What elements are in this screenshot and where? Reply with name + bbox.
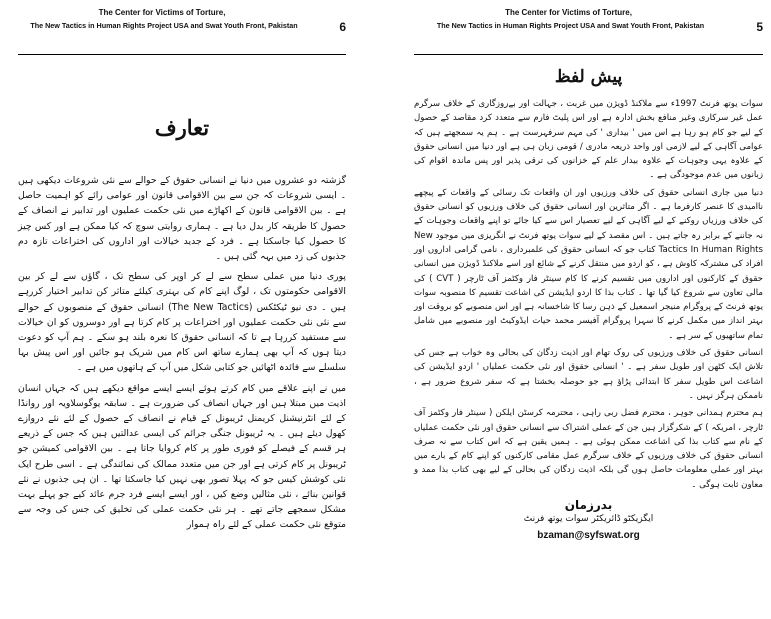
page-header xyxy=(414,8,763,55)
page-title: پیش لفظ xyxy=(554,67,623,87)
page-header xyxy=(18,8,346,55)
right-page xyxy=(392,0,771,619)
page-title: تعارف xyxy=(154,115,210,140)
header-organization: The Center for Victims of Torture, xyxy=(98,8,226,17)
left-page xyxy=(0,0,356,619)
contact-email: bzaman@syfswat.org xyxy=(537,530,640,542)
page-number: 6 xyxy=(339,20,346,34)
signature-block xyxy=(414,498,763,541)
body-paragraph: میں نے اپنے علاقے میں کام کرتے ہوئے ایسے ایسے مواقع دیکھے ہیں کہ جہاں انسان اذیت میں مبتلا ہیں اور جہاں انصاف کی ضرورت ہے ۔ سابقہ یوگوسلاویہ اور روانڈا کے لئے انٹرنیشنل کریمنل ٹریبونل کے قیام نے انصاف کے حصول کے لئے نئے دروازے کھول دیئے ہیں ۔ یہ ٹریبونل جنگی جرائم کی ایسی عدالتیں ہیں کہ جس کے ذریعے ہر قسم کے فیصلے کو فوری طور پر کام کروایا جاتا ہے ۔ بین الاقوامی کمیشن جو ٹریبونل پر کام کرتی ہے اور جن میں متعدد ممالک کی نمائندگی ہے ۔ اسی طرح ایک نئی کوشش کیس جو کہ پہلا تصور بھی نہیں کیا جاسکتا تھا ۔ ان ہی جذبوں نے نئے قوانین بنائے ، نئی مثالیں وضع کیں ، اور ایسے ایسے فرد جرم عائد کیے جو پہلے بہت مشکل سمجھے جاتے تھے ۔ ہر نئی حکمت عملی کی تخلیق کی جس کی وجہ سے متوقع نئی حکمت عملی کے لئے راہ ہموار xyxy=(18,382,346,531)
header-organization: The Center for Victims of Torture, xyxy=(505,8,632,17)
signature-role: ایگزیکٹو ڈائریکٹر سوات یوتھ فرنٹ xyxy=(523,514,654,525)
body-paragraph: ہم محترم ہمدانی جوہر ، محترم فضل ربی راہی ، محترمہ کرسٹن ایلکن ( سینٹر فار وکٹمز آف ٹارچر ، امریکہ ) کے شکرگزار ہیں جن کے عملی اشتراک سے انسانی حقوق اور نئی حکمت عملیاں کے نام سے کتاب بذا کی اشاعت ممکن ہوئی ہے ۔ ہمیں یقین ہے کہ اس کتاب سے نہ صرف انسانی حقوق کی خلاف ورزیوں کے خلاف سرگرم عمل مقامی کارکنوں کو اپنے کام کے بارے میں بہتر اور عملی معلومات حاصل ہوں گی بلکہ اذیت زدگان کی بحالی کے لیے بھی کتاب بذا ممد و معاون ثابت ہوگی ۔ xyxy=(414,408,763,490)
header-project: The New Tactics in Human Rights Project USA and Swat Youth Front, Pakistan xyxy=(30,21,298,30)
body-paragraph: سوات یوتھ فرنٹ 1997ء سے ملاکنڈ ڈویژن میں غربت ، جہالت اور بےروزگاری کے خلاف سرگرم عمل غیر سرکاری وغیر منافع بخش ادارہ ہے اور اس پلیٹ فارم سے متعدد کرد مقاصد کے حصول کے لیے جو کام ہو رہا ہے اس میں ' بیداری ' کی مہم سرفہرست ہے ۔ ہم یہ سمجھتے ہیں کہ عوامی آگاہی کے لیے لازمی اور واحد ذریعہ مادری / قومی زبان ہی ہے اور دنیا میں انسانی حقوق کے علاوہ یہی وجوہات کے علاوہ بیدار علم کے خزانوں کی ترقی پذیر اور پس ماندہ اقوام کی زبانوں میں عدم موجودگی ہے ۔ xyxy=(414,99,763,181)
body-paragraph: پوری دنیا میں عملی سطح سے لے کر اوپر کی سطح تک ، گاؤں سے لے کر بین الاقوامی حکومتوں تک ، لوگ اپنے کام کی بہتری کیلئے متاثر کن تدابیر اختیار کررہے ہیں ۔ دی نیو ٹیکٹکس (The New Tactics) انسانی حقوق کے منصوبوں کے حوالے سے نئی نئی حکمت عملیوں اور اختراعات پر کام کرتا ہے اور دوسروں کو ان خیالات سے مستفید کررہا ہے تا کہ انسانی حقوق کا نعرہ بلند ہو سکے ۔ ہم آپ کو دعوت دیتا ہوں کہ آپ بھی ہمارے ساتھ اس کام میں شریک ہو جائیں اور اس پیش بہا سلسلے سے فائدہ اٹھائیں جو کتابی شکل میں آپ کے ہاتھوں میں ہے ۔ xyxy=(18,271,346,374)
signature-name: بدرزمان xyxy=(564,498,613,513)
body-paragraph: گزشتہ دو عشروں میں دنیا نے انسانی حقوق کے حوالے سے نئی شروعات دیکھی ہیں ۔ ایسی شروعات کہ جن سے بین الاقوامی قانون اور عوامی رائے کو اہمیت حاصل ہے ۔ بین الاقوامی قانون کے اکھاڑے میں نئی حکمت عملیوں اور تدابیر نے انصاف کے حصول کا طریقہ کار بدل دیا ہے ۔ ہماری روایتی سوچ کہ کیا ممکن ہے اور کس چیز کا حصول کیا جاسکتا ہے ۔ فرد کے جدید خیالات اور اداروں کی اختراعات تازہ دم جذبوں کی زد میں بہہ گئی ہیں ۔ xyxy=(18,175,346,263)
body-paragraph: دنیا میں جاری انسانی حقوق کی خلاف ورزیوں اور ان واقعات تک رسائی کے واقعات کے پیچھے ناامیدی کا عنصر کارفرما ہے ۔ اگر متاثرین اور انسانی حقوق کی خلاف ورزیوں کو انسانی حقوق کی خلاف ورزیاں روکنے کے لیے آگاہی کے لیے تعصیار اس سے کیا جائے تو اپنے واقعات وجوہات کے نہ جاننے کے برابر رہ جاتے ہیں ۔ اس مقصد کے لیے سوات یوتھ فرنٹ نے انگریزی میں موجود New Tactics In Human Rights کتاب جو کہ انسانی حقوق کی علمبرداری ، نامی گرامی اداروں اور افراد کی مشترکہ کاوش ہے ، کو اردو میں منتقل کرنے کے شائع اور اسے ملاکنڈ ڈویژن میں انسانی حقوق کے کارکنوں اور اداروں میں تقسیم کرنے کا کام سینٹر فار وکٹمز آف ٹارچر ( CVT ) کی مالی تعاون سے شروع کیا گیا تھا ۔ کتاب بذا کا اردو ایڈیشن کی اشاعت تقسیم کا منصوبہ سوات یوتھ فرنٹ کے پروگرام منیجر اسمعیل کے ذہن رسا کا شاخسانہ ہے اور اس منصوبے کو بروقت اور بہتر انداز میں مکمل کرنے کا سہرا پروگرام آفیسر محمد حیات ایڈوکیٹ اور منصوبے میں شامل تمام ساتھیوں کے سر ہے ۔ xyxy=(414,187,763,341)
body-paragraph: انسانی حقوق کی خلاف ورزیوں کی روک تھام اور اذیت زدگان کی بحالی وہ خواب ہے جس کی تلاش ایک کٹھن اور طویل سفر ہے ۔ ' انسانی حقوق اور نئی حکمت عملیاں ' اردو ایڈیشن کی اشاعت اس طویل سفر کا ابتدائی پڑاؤ ہے جو حوصلہ بخشتا ہے کہ سفر شروع ضرور ہے ، ناممکن ہرگز نہیں ۔ xyxy=(414,348,763,401)
header-project: The New Tactics in Human Rights Project USA and Swat Youth Front, Pakistan xyxy=(436,21,705,30)
page-number: 5 xyxy=(756,20,763,34)
